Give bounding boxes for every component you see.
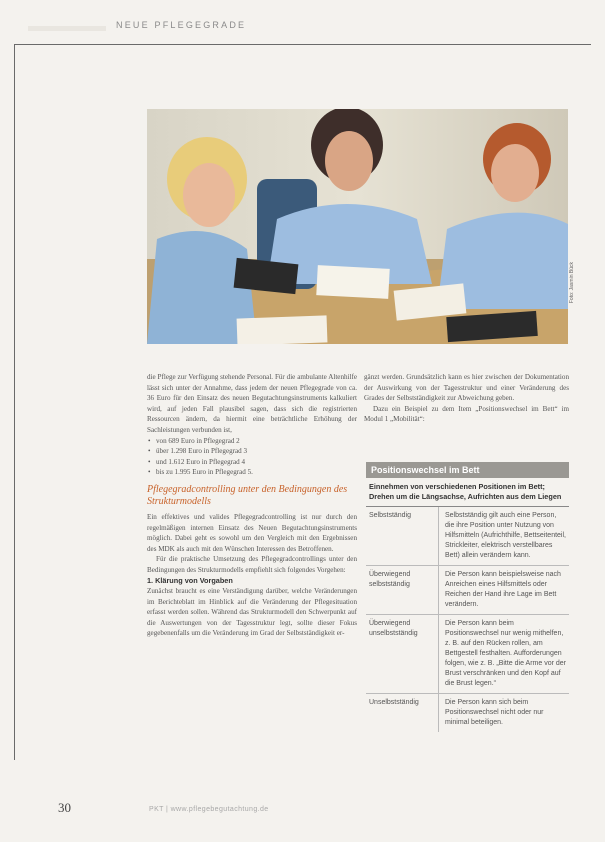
row-description: Die Person kann beispielsweise nach Anreichen eines Hilfsmittels oder Reichen der Hand ihre Lage im Bett verändern. [438, 566, 569, 614]
left-paragraph-1: die Pflege zur Verfügung stehende Personal. Für die ambulante Altenhilfe lässt sich unter der Annahme, dass jedem der neuen Pflegegrade von ca. 36 Euro für den Einsatz des neuen Begutachtungsinstruments kalkuliert wird, auf jeden Fall plausibel sagen, dass sich die registrierten Ressourcen ändern, da hiermit eine beträchtliche Erhöhung der Sachleistungen verbunden ist, [147, 373, 357, 434]
amount-list [147, 436, 357, 478]
box-title: Positionswechsel im Bett [366, 462, 569, 478]
frame-line-top [14, 44, 591, 45]
table-row [366, 566, 569, 615]
row-description: Selbstständig gilt auch eine Person, die ihre Position unter Nutzung von Hilfsmitteln (Aufrichthilfe, Bettseitenteil, Strickleiter, elektrisch verstellbares Bett) allein verändern kann. [438, 507, 569, 565]
box-subtitle: Einnehmen von verschiedenen Positionen im Bett; Drehen um die Längsachse, Aufrichten aus dem Liegen [366, 478, 569, 507]
list-item: • und 1.612 Euro in Pflegegrad 4 [147, 457, 357, 468]
row-level: Überwiegend unselbstständig [369, 620, 418, 637]
right-text-column [364, 372, 569, 425]
left-paragraph-4: Zunächst braucht es eine Verständigung darüber, welche Veränderungen im Berichteblatt im Hinblick auf die Veränderung der Pflegesituation erfasst werden sollen. Während das Strukturmodell den Schwerpunkt auf die Auswertungen von der Tagesstruktur legt, sollte dieser Fokus gegebenenfalls um die Veränderung im Grad der Selbstständigkeit er- [147, 587, 357, 638]
left-paragraph-2: Ein effektives und valides Pflegegradcontrolling ist nur durch den regelmäßigen internen Einsatz des Neuen Begutachtungsinstruments möglich. Dabei geht es sowohl um den Vergleich mit den Ergebnissen des MDK als auch mit den Wünschen Interessen des Betroffenen. [147, 512, 357, 553]
table-row [366, 507, 569, 566]
info-box [366, 462, 569, 760]
step-heading: 1. Klärung von Vorgaben [147, 575, 233, 585]
row-description: Die Person kann beim Positionswechsel nur wenig mithelfen, z. B. auf den Rücken rollen, am Bettgestell festhalten. Aufforderungen folgen, wie z. B. „Bitte die Arme vor der Brust verschränken und den Kopf auf die Brust legen.“ [438, 615, 569, 693]
right-paragraph-1: gänzt werden. Grundsätzlich kann es hier zwischen der Dokumentation der Auswirkung von der Tagesstruktur und einer Veränderung des Grades der Selbstständigkeit zur Abweichung geben. [364, 373, 569, 403]
article-photo [147, 109, 568, 344]
photo-illustration [147, 109, 568, 344]
subheading: Pflegegradcontrolling unter den Bedingungen des Strukturmodells [147, 483, 348, 507]
frame-line-left [14, 44, 15, 760]
photo-credit: Foto: Jasmin Bück [569, 262, 575, 304]
list-item: • von 689 Euro in Pflegegrad 2 [147, 436, 357, 447]
row-description: Die Person kann sich beim Positionswechsel nicht oder nur minimal beteiligen. [438, 694, 569, 732]
table-row [366, 615, 569, 694]
list-item: • über 1.298 Euro in Pflegegrad 3 [147, 446, 357, 457]
row-level: Überwiegend selbstständig [369, 571, 411, 588]
left-paragraph-3: Für die praktische Umsetzung des Pflegegradcontrollings unter den Bedingungen des Strukturmodells empfiehlt sich folgendes Vorgehen: [147, 555, 357, 574]
section-title: NEUE PFLEGEGRADE [116, 20, 247, 30]
footer-source: PKT | www.pflegebegutachtung.de [149, 806, 269, 813]
left-text-column [147, 372, 357, 639]
table-row [366, 694, 569, 732]
right-paragraph-2: Dazu ein Beispiel zu dem Item „Positionswechsel im Bett“ im Modul 1 „Mobilität“: [364, 404, 569, 424]
list-item: • bis zu 1.995 Euro in Pflegegrad 5. [147, 467, 357, 478]
page-number: 30 [58, 800, 71, 815]
row-level: Selbstständig [369, 512, 412, 519]
row-level: Unselbstständig [369, 699, 419, 706]
header-bar [28, 26, 106, 31]
